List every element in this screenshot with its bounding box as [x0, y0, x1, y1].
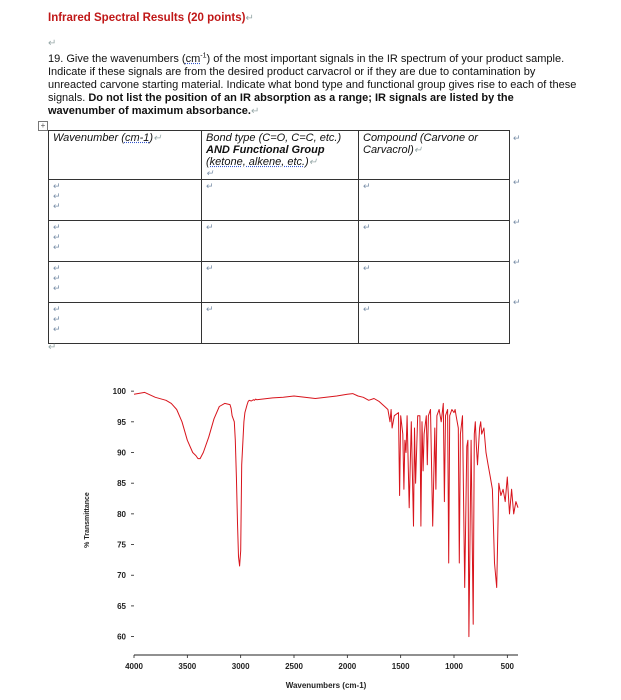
table-row [49, 262, 510, 303]
ir-spectrum-chart [80, 375, 530, 693]
x-tick-label: 500 [500, 662, 515, 671]
answer-table [48, 130, 510, 344]
x-tick-label: 2500 [285, 662, 303, 671]
x-axis-label: Wavenumbers (cm-1) [285, 681, 367, 690]
y-tick-label: 65 [117, 601, 126, 611]
cell-wavenumber[interactable]: ↵ ↵ ↵ [49, 303, 202, 344]
y-tick-label: 95 [117, 417, 126, 427]
section-title-text: Infrared Spectral Results (20 points) [48, 12, 246, 24]
cell-compound[interactable]: ↵ [359, 180, 510, 221]
cell-wavenumber[interactable]: ↵ ↵ ↵ [49, 180, 202, 221]
table-row [49, 180, 510, 221]
cell-bond-type[interactable]: ↵ [202, 303, 359, 344]
y-tick-label: 60 [117, 632, 126, 642]
header-bond-type[interactable]: Bond type (C=O, C=C, etc.) AND Functional Group (ketone, alkene, etc.)↵ ↵ [202, 131, 359, 180]
row-end-mark: ↵ [513, 257, 521, 267]
y-tick-label: 70 [117, 571, 126, 581]
question-instruction-bold: Do not list the position of an IR absorption as a range; IR signals are listed by the wavenumber of maximum absorbance. [48, 92, 514, 117]
cell-bond-type[interactable]: ↵ [202, 262, 359, 303]
y-tick-label: 85 [117, 479, 126, 489]
section-title [48, 12, 254, 24]
y-axis-label: % Transmittance [84, 492, 91, 548]
empty-paragraph-mark: ↵ [48, 38, 57, 49]
table-row [49, 221, 510, 262]
table-move-handle[interactable]: + [38, 121, 48, 131]
x-tick-label: 4000 [125, 662, 143, 671]
cell-bond-type[interactable]: ↵ [202, 180, 359, 221]
row-end-mark: ↵ [513, 177, 521, 187]
spectrum-line [134, 392, 518, 636]
header-compound[interactable]: Compound (Carvone or Carvacrol)↵ [359, 131, 510, 180]
x-tick-label: 2000 [338, 662, 357, 671]
y-tick-label: 75 [117, 540, 126, 550]
row-end-mark: ↵ [513, 217, 521, 227]
row-end-mark: ↵ [513, 297, 521, 307]
row-end-mark: ↵ [513, 133, 521, 143]
cell-wavenumber[interactable]: ↵ ↵ ↵ [49, 221, 202, 262]
x-tick-label: 1500 [391, 662, 410, 671]
x-tick-label: 3500 [178, 662, 197, 671]
y-tick-label: 100 [112, 387, 126, 397]
cell-wavenumber[interactable]: ↵ ↵ ↵ [49, 262, 202, 303]
unit-cm: cm [185, 53, 201, 65]
cell-compound[interactable]: ↵ [359, 303, 510, 344]
question-text: 19. Give the wavenumbers $(cm^{-1})$ of the most important signals in the IR spectrum of your product sample. Indicate if these signals are from the desired product carvacrol or if they are due to contamination by unreacted carvone starting material. Indicate what bond type and functional group gives rise to each of these signals. Do not list the position of an IR absorption as a range; IR signals are listed by the wavenumber of maximum absorbance.↵ [48, 52, 577, 117]
y-tick-label: 80 [117, 509, 126, 519]
cell-compound[interactable]: ↵ [359, 221, 510, 262]
empty-paragraph-mark: ↵ [48, 342, 57, 353]
x-tick-label: 1000 [445, 662, 463, 671]
y-tick-label: 90 [117, 448, 126, 458]
header-wavenumber[interactable]: Wavenumber (cm-1)↵ [49, 131, 202, 180]
x-tick-label: 3000 [231, 662, 250, 671]
cell-compound[interactable]: ↵ [359, 262, 510, 303]
table-row [49, 303, 510, 344]
cell-bond-type[interactable]: ↵ [202, 221, 359, 262]
table-header-row [49, 131, 510, 180]
paragraph-mark: ↵ [245, 13, 254, 24]
